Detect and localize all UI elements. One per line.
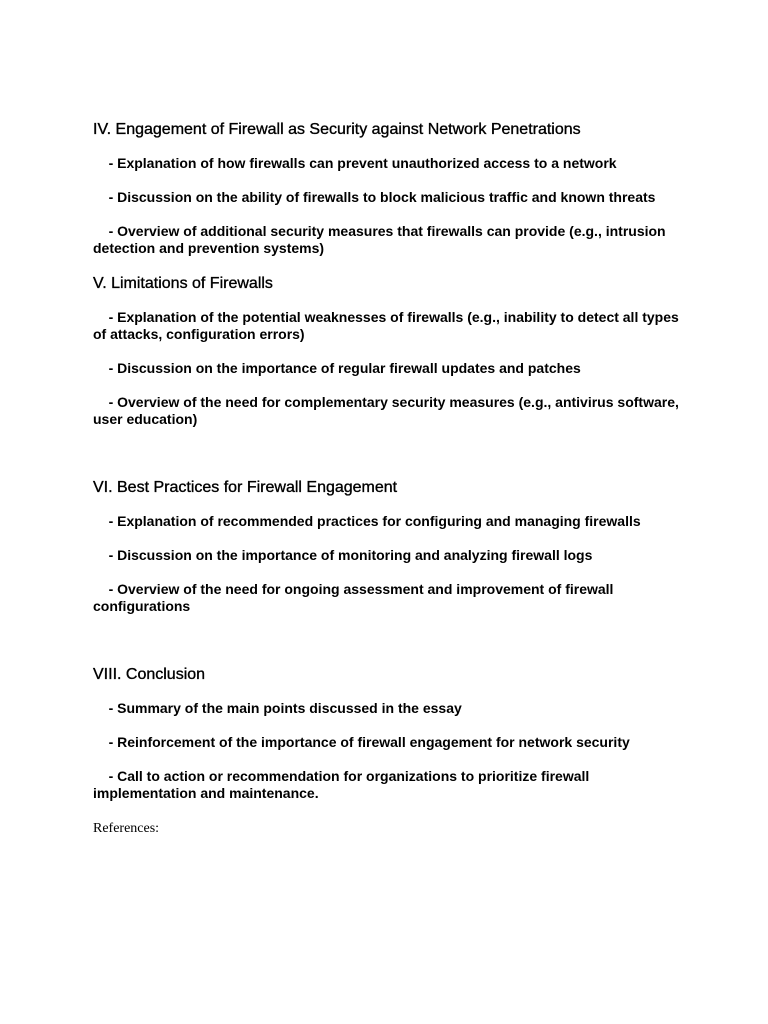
document-body [93, 120, 683, 837]
section-iv [93, 120, 683, 257]
bullet-item: - Explanation of how firewalls can prevent unauthorized access to a network [93, 155, 617, 171]
bullet-item: - Overview of the need for ongoing assessment and improvement of firewall configurations [93, 581, 618, 614]
bullet-item: - Explanation of the potential weaknesses of firewalls (e.g., inability to detect all types of attacks, configuration errors) [93, 309, 683, 342]
bullet-item: - Summary of the main points discussed in the essay [93, 700, 462, 716]
bullet-item: - Overview of the need for complementary security measures (e.g., antivirus software, user education) [93, 394, 683, 427]
section-viii [93, 665, 683, 802]
bullet-item: - Explanation of recommended practices for configuring and managing firewalls [93, 513, 641, 529]
section-heading: VIII. Conclusion [93, 666, 206, 683]
bullet-item: - Overview of additional security measures that firewalls can provide (e.g., intrusion detection and prevention systems) [93, 223, 670, 256]
section-v [93, 274, 683, 428]
section-heading: V. Limitations of Firewalls [93, 275, 273, 292]
section-heading: VI. Best Practices for Firewall Engagement [93, 479, 398, 496]
bullet-item: - Call to action or recommendation for organizations to prioritize firewall implementation and maintenance. [93, 768, 594, 801]
bullet-item: - Discussion on the importance of monitoring and analyzing firewall logs [93, 547, 593, 563]
section-heading: IV. Engagement of Firewall as Security against Network Penetrations [93, 121, 581, 138]
references-label: References: [93, 821, 160, 836]
bullet-item: - Discussion on the ability of firewalls to block malicious traffic and known threats [93, 189, 656, 205]
bullet-item: - Discussion on the importance of regular firewall updates and patches [93, 360, 581, 376]
section-vi [93, 478, 683, 615]
bullet-item: - Reinforcement of the importance of firewall engagement for network security [93, 734, 630, 750]
